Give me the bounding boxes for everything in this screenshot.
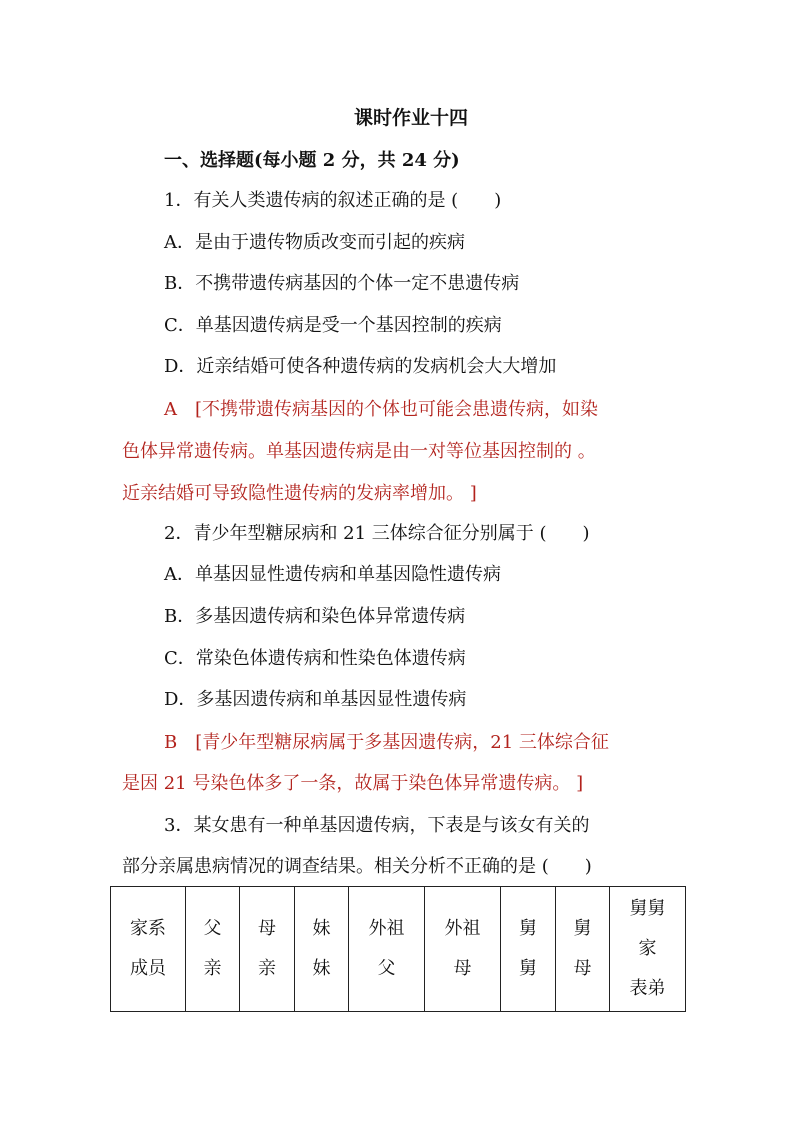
- table-header-cell: 母 亲: [240, 887, 295, 1012]
- table-header-cell: 家系 成员: [111, 887, 186, 1012]
- question-1-stem: 1．有关人类遗传病的叙述正确的是 ( ): [164, 190, 502, 211]
- question-2-option-d: D．多基因遗传病和单基因显性遗传病: [164, 689, 467, 710]
- section-heading: 一、选择题(每小题 2 分，共 24 分): [164, 150, 460, 171]
- page-title: 课时作业十四: [354, 107, 469, 129]
- question-1-answer-line-3: 近亲结婚可导致隐性遗传病的发病率增加。 ]: [122, 483, 477, 504]
- question-2-option-c: C．常染色体遗传病和性染色体遗传病: [164, 648, 466, 669]
- table-header-cell: 舅 母: [556, 887, 610, 1012]
- question-3-stem-line-2: 部分亲属患病情况的调查结果。相关分析不正确的是 ( ): [122, 856, 592, 877]
- table-header-cell: 外祖 父: [349, 887, 425, 1012]
- family-survey-table: [110, 886, 686, 1012]
- question-2-stem: 2．青少年型糖尿病和 21 三体综合征分别属于 ( ): [164, 523, 590, 544]
- question-1-answer-line-1: A [不携带遗传病基因的个体也可能会患遗传病，如染: [164, 399, 599, 420]
- question-1-option-d: D．近亲结婚可使各种遗传病的发病机会大大增加: [164, 356, 557, 377]
- table-header-cell: 舅 舅: [501, 887, 556, 1012]
- table-row: [111, 887, 686, 1012]
- question-2-answer-line-1: B [青少年型糖尿病属于多基因遗传病，21 三体综合征: [164, 732, 609, 753]
- table-header-cell: 妹 妹: [295, 887, 349, 1012]
- question-1-answer-line-2: 色体异常遗传病。单基因遗传病是由一对等位基因控制的 。: [122, 441, 596, 462]
- question-1-option-c: C．单基因遗传病是受一个基因控制的疾病: [164, 315, 502, 336]
- table-header-cell: 父 亲: [186, 887, 240, 1012]
- question-2-answer-line-2: 是因 21 号染色体多了一条，故属于染色体异常遗传病。 ]: [122, 773, 584, 794]
- question-3-stem-line-1: 3．某女患有一种单基因遗传病，下表是与该女有关的: [164, 815, 590, 836]
- table-header-cell: 外祖 母: [425, 887, 501, 1012]
- question-2-option-a: A．单基因显性遗传病和单基因隐性遗传病: [164, 564, 501, 585]
- table-header-cell: 舅舅 家 表弟: [610, 887, 686, 1012]
- question-1-option-a: A．是由于遗传物质改变而引起的疾病: [164, 232, 465, 253]
- question-1-option-b: B．不携带遗传病基因的个体一定不患遗传病: [164, 273, 520, 294]
- question-2-option-b: B．多基因遗传病和染色体异常遗传病: [164, 606, 466, 627]
